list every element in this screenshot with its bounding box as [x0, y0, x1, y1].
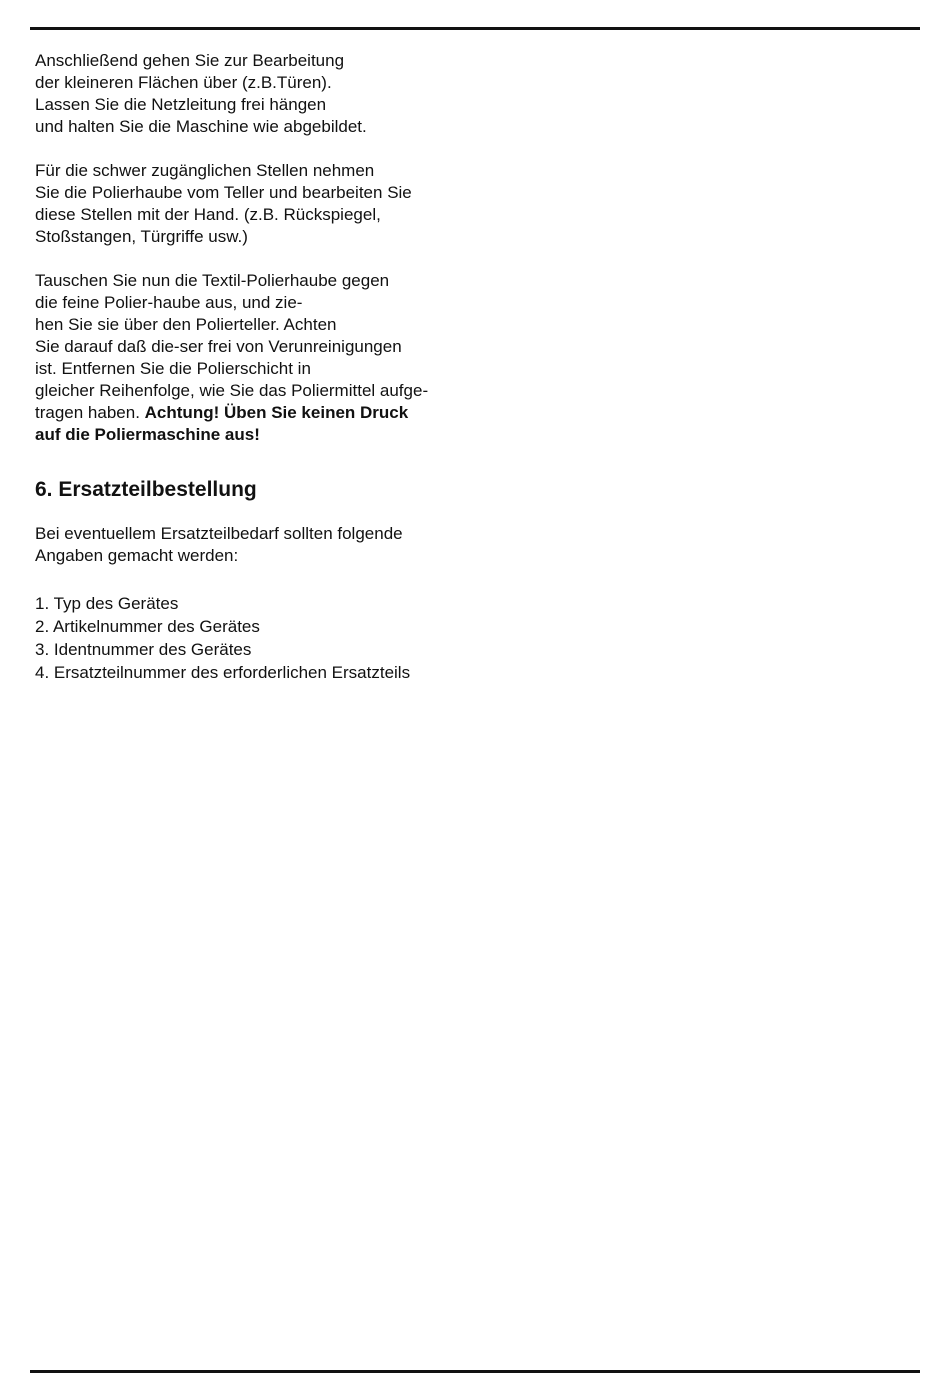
text-line: Lassen Sie die Netzleitung frei hängen — [35, 95, 327, 114]
text-line: Anschließend gehen Sie zur Bearbeitung — [35, 51, 345, 70]
paragraph-polishing-hood — [35, 270, 555, 446]
text-line: hen Sie sie über den Polierteller. Achten — [35, 315, 337, 334]
text-line: Bei eventuellem Ersatzteilbedarf sollten folgende — [35, 524, 403, 543]
top-rule — [30, 27, 920, 30]
text-line: Sie die Polierhaube vom Teller und bearbeiten Sie — [35, 183, 412, 202]
warning-text: auf die Poliermaschine aus! — [35, 425, 260, 444]
text-line: Stoßstangen, Türgriffe usw.) — [35, 227, 248, 246]
text-line: Für die schwer zugänglichen Stellen nehmen — [35, 161, 375, 180]
text-line: Angaben gemacht werden: — [35, 546, 239, 565]
text-line: diese Stellen mit der Hand. (z.B. Rückspiegel, — [35, 205, 381, 224]
section-heading: 6. Ersatzteilbestellung — [35, 478, 257, 501]
text-line: Tauschen Sie nun die Textil-Polierhaube gegen — [35, 271, 390, 290]
list-item: 4. Ersatzteilnummer des erforderlichen Ersatzteils — [35, 663, 411, 682]
bottom-rule — [30, 1370, 920, 1373]
text-line-mixed — [35, 402, 555, 424]
list-item: 1. Typ des Gerätes — [35, 594, 179, 613]
text-line: Sie darauf daß die-ser frei von Verunreinigungen — [35, 337, 402, 356]
paragraph-hard-to-reach — [35, 160, 555, 248]
list-item: 3. Identnummer des Gerätes — [35, 640, 252, 659]
text-line: die feine Polier-haube aus, und zie- — [35, 293, 303, 312]
paragraph-small-surfaces — [35, 50, 555, 138]
page-content — [35, 50, 555, 700]
paragraph-intro — [35, 523, 555, 567]
warning-text: Achtung! Üben Sie keinen Druck — [144, 403, 409, 422]
text-line: gleicher Reihenfolge, wie Sie das Poliermittel aufge- — [35, 381, 429, 400]
list-item: 2. Artikelnummer des Gerätes — [35, 617, 260, 636]
spare-parts-list — [35, 592, 555, 684]
text-line: der kleineren Flächen über (z.B.Türen). — [35, 73, 332, 92]
text-line: und halten Sie die Maschine wie abgebildet. — [35, 117, 367, 136]
text-line: ist. Entfernen Sie die Polierschicht in — [35, 359, 311, 378]
text-plain: tragen haben. — [35, 403, 145, 422]
